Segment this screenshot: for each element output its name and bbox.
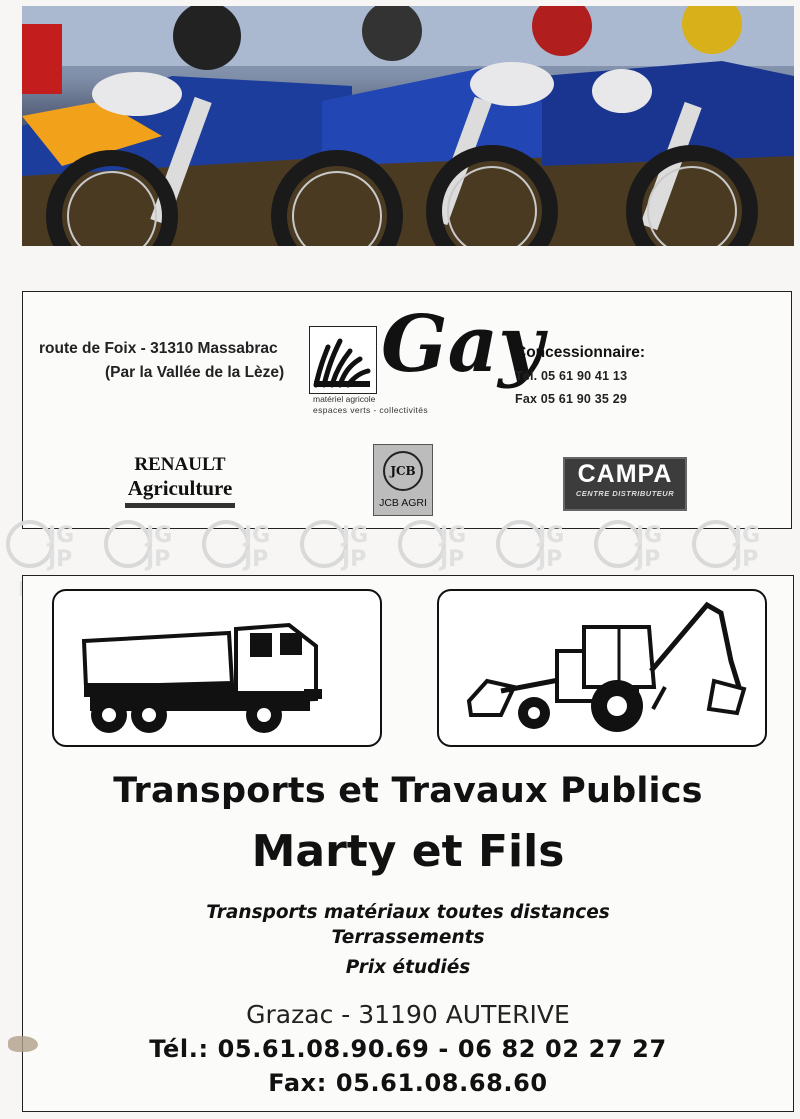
company-phone: Tél.: 05.61.08.90.69 - 06 82 02 27 27 xyxy=(149,1035,667,1063)
address-line1: route de Foix - 31310 Massabrac xyxy=(39,340,278,357)
logo-tagline-2: espaces verts - collectivités xyxy=(313,405,429,415)
jcb-agri-label: JCB AGRI xyxy=(379,497,427,509)
gay-logo-wordmark: Gay xyxy=(381,299,544,390)
company-name: Marty et Fils xyxy=(251,826,565,877)
campa-logo xyxy=(563,457,687,511)
agriculture-word: Agriculture xyxy=(127,476,233,500)
service-transport: Transports matériaux toutes distances xyxy=(206,902,610,923)
logo-tagline-1: matériel agricole xyxy=(313,394,376,404)
jcb-agri-logo xyxy=(373,444,433,516)
service-pricing: Prix étudiés xyxy=(345,957,471,978)
dump-truck-icon xyxy=(54,591,380,745)
dump-truck-frame xyxy=(52,589,382,747)
paper-stain xyxy=(8,1036,38,1052)
marty-transport-ad xyxy=(22,575,794,1112)
jcb-emblem: JCB xyxy=(383,451,423,491)
renault-word: RENAULT xyxy=(134,454,226,475)
business-type-title: Transports et Travaux Publics xyxy=(113,771,703,811)
company-fax: Fax: 05.61.08.68.60 xyxy=(268,1069,548,1097)
gay-tel: Tél. 05 61 90 41 13 xyxy=(515,369,628,383)
motocross-photo xyxy=(22,6,794,246)
service-earthworks: Terrassements xyxy=(331,927,485,948)
motocross-riders-illustration xyxy=(22,6,794,246)
campa-sub: CENTRE DISTRIBUTEUR xyxy=(575,489,675,498)
company-location: Grazac - 31190 AUTERIVE xyxy=(246,1000,570,1029)
address-line2: (Par la Vallée de la Lèze) xyxy=(105,364,285,381)
backhoe-loader-icon xyxy=(439,591,765,745)
gay-dealer-ad xyxy=(22,291,792,529)
backhoe-frame xyxy=(437,589,767,747)
concession-label: Concessionnaire: xyxy=(515,344,646,361)
renault-agriculture-logo xyxy=(115,454,245,508)
grass-logo-icon xyxy=(309,326,377,394)
campa-word: CAMPA xyxy=(577,460,673,488)
gay-fax: Fax 05 61 90 35 29 xyxy=(515,392,628,406)
